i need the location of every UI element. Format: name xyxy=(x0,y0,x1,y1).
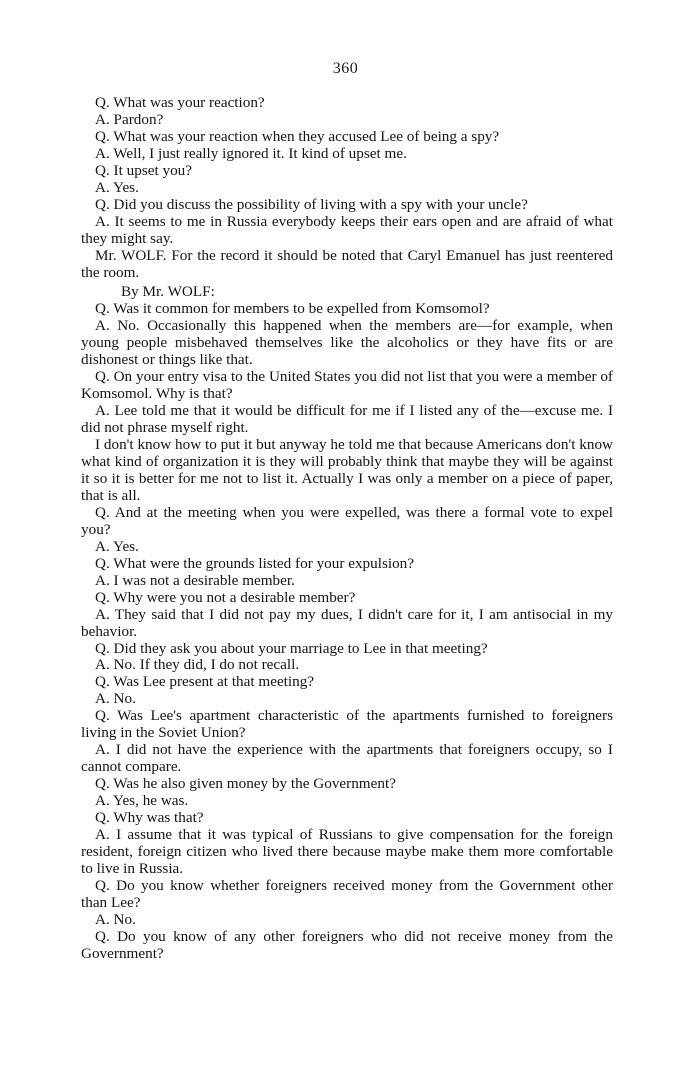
paragraph: Q. Do you know whether foreigners received money from the Government other than Lee? xyxy=(81,876,613,911)
paragraph: Q. Did they ask you about your marriage to Lee in that meeting? xyxy=(95,639,488,657)
paragraph: A. Lee told me that it would be difficult for me if I listed any of the—excuse me. I did not phrase myself right. xyxy=(81,402,613,437)
paragraph: Q. It upset you? xyxy=(95,161,193,179)
paragraph: Q. What was your reaction when they accused Lee of being a spy? xyxy=(95,127,500,145)
paragraph: A. No. xyxy=(95,910,136,928)
paragraph: A. Yes. xyxy=(95,178,139,196)
paragraph: A. Well, I just really ignored it. It kind of upset me. xyxy=(95,144,407,162)
paragraph: A. No. xyxy=(95,690,136,708)
paragraph: Mr. WOLF. For the record it should be noted that Caryl Emanuel has just reentered the room. xyxy=(81,246,613,281)
paragraph: A. I did not have the experience with the apartments that foreigners occupy, so I cannot compare. xyxy=(81,741,613,776)
paragraph: A. Yes, he was. xyxy=(95,792,189,810)
page-number: 360 xyxy=(332,60,359,77)
paragraph: I don't know how to put it but anyway he told me that because Americans don't know what kind of organization it is they will probably think that maybe they will be against it so it is better for me not to list it. Actually I was only a member on a piece of paper, that is all. xyxy=(81,436,613,504)
paragraph: A. They said that I did not pay my dues, I didn't care for it, I am antisocial in my behavior. xyxy=(81,605,613,640)
paragraph: A. No. If they did, I do not recall. xyxy=(95,656,300,674)
paragraph: Q. Why was that? xyxy=(95,809,204,827)
paragraph: Q. Why were you not a desirable member? xyxy=(95,588,356,606)
paragraph: A. Pardon? xyxy=(95,110,164,128)
paragraph: Q. Was he also given money by the Government? xyxy=(95,775,396,793)
paragraph: Q. On your entry visa to the United States you did not list that you were a member of Komsomol. Why is that? xyxy=(81,368,613,403)
paragraph: Q. What was your reaction? xyxy=(95,94,265,111)
paragraph: A. No. Occasionally this happened when the members are—for example, when young people misbehaved themselves like the alcoholics or they have fits or are dishonest or things like that. xyxy=(81,317,613,369)
transcript-body xyxy=(81,95,613,963)
paragraph: A. I assume that it was typical of Russians to give compensation for the foreign resident, foreign citizen who lived there because maybe make them more comfortable to live in Russia. xyxy=(81,825,613,877)
paragraph: Q. Was Lee's apartment characteristic of the apartments furnished to foreigners living in the Soviet Union? xyxy=(81,707,613,742)
examiner-byline: By Mr. WOLF: xyxy=(121,283,215,301)
paragraph: Q. What were the grounds listed for your expulsion? xyxy=(95,554,415,572)
paragraph: Q. Did you discuss the possibility of living with a spy with your uncle? xyxy=(95,195,528,213)
paragraph: Q. Was Lee present at that meeting? xyxy=(95,673,315,691)
paragraph: Q. And at the meeting when you were expelled, was there a formal vote to expel you? xyxy=(81,503,613,538)
paragraph: A. Yes. xyxy=(95,537,139,555)
paragraph: A. It seems to me in Russia everybody keeps their ears open and are afraid of what they might say. xyxy=(81,212,613,247)
paragraph: Q. Was it common for members to be expelled from Komsomol? xyxy=(95,300,490,318)
paragraph: A. I was not a desirable member. xyxy=(95,571,295,589)
paragraph: Q. Do you know of any other foreigners who did not receive money from the Government? xyxy=(81,927,613,962)
